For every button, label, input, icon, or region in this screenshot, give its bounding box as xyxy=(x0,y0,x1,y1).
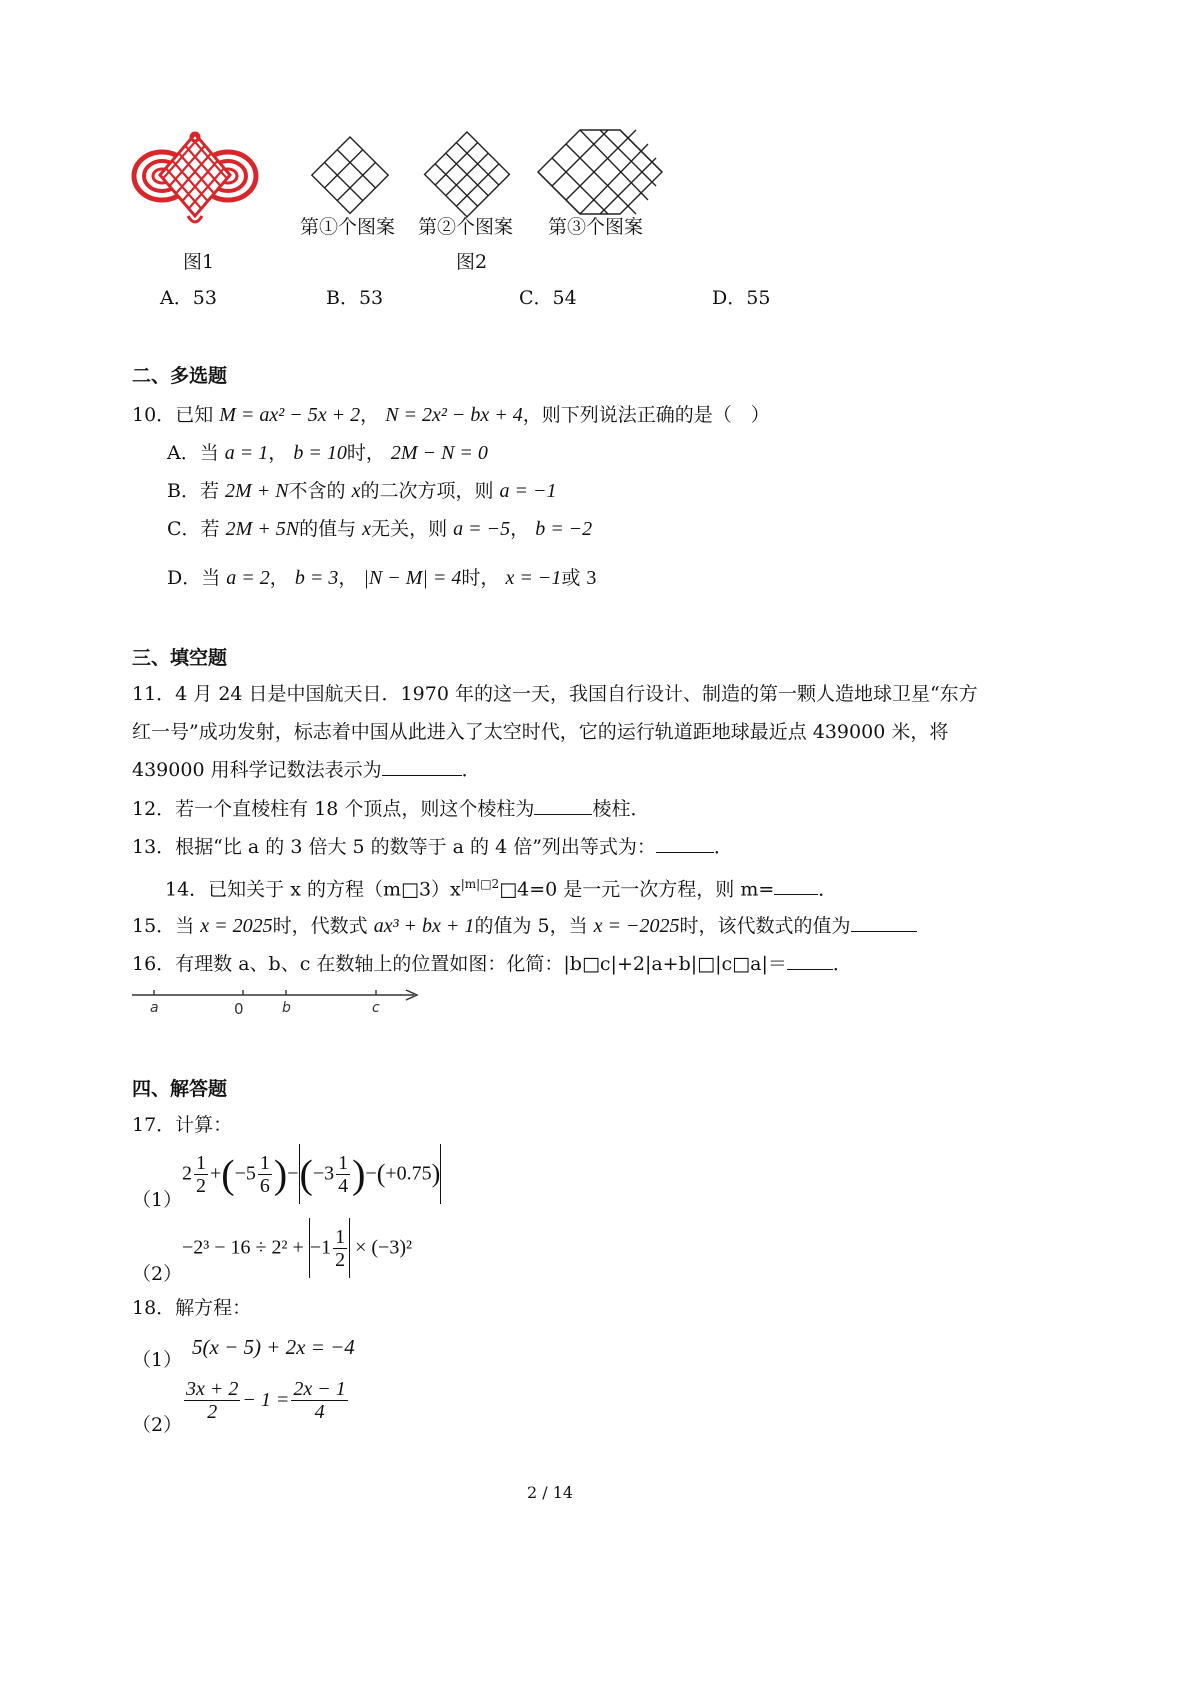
q17-title: 17．计算： xyxy=(132,1114,233,1136)
pattern-3-figure xyxy=(536,128,664,218)
q18-part2-label: （2） xyxy=(132,1414,183,1436)
axis-label-c: c xyxy=(372,1000,380,1016)
q18-title: 18．解方程： xyxy=(132,1297,252,1319)
figure1-caption: 图1 xyxy=(183,251,215,273)
axis-label-b: b xyxy=(282,1000,291,1016)
q13-answer-blank[interactable] xyxy=(656,852,714,853)
q11-answer-blank[interactable] xyxy=(382,775,462,776)
q11-line-1: 11．4 月 24 日是中国航天日．1970 年的这一天，我国自行设计、制造的第一颗人造地球卫星“东方 xyxy=(132,683,978,705)
q10-stem: 10．已知 M = ax² − 5x + 2， N = 2x² − bx + 4，则下列说法正确的是（ ） xyxy=(132,404,770,426)
q13-text: 13．根据“比 a 的 3 倍大 5 的数等于 a 的 4 倍”列出等式为： ． xyxy=(132,836,733,858)
q18-part1-expr: 5(x − 5) + 2x = −4 xyxy=(192,1335,355,1359)
q10-option-d: D．当 a = 2， b = 3， |N − M| = 4时， x = −1或 3 xyxy=(167,567,597,589)
section-3-heading: 三、填空题 xyxy=(132,647,228,669)
q17-part2-label: （2） xyxy=(132,1263,183,1285)
q10-M-expr: M = ax² − 5x + 2 xyxy=(219,404,361,426)
q9-option-d: D．55 xyxy=(712,287,771,309)
section-2-heading: 二、多选题 xyxy=(132,365,228,387)
q11-line-2: 红一号”成功发射，标志着中国从此进入了太空时代，它的运行轨道距地球最近点 439000 米，将 xyxy=(132,721,949,743)
q14-answer-blank[interactable] xyxy=(774,894,818,895)
q12-text: 12．若一个直棱柱有 18 个顶点，则这个棱柱为 棱柱． xyxy=(132,798,650,820)
axis-label-a: a xyxy=(150,1000,159,1016)
q16-answer-blank[interactable] xyxy=(787,969,833,970)
q18-part2-expr: $\frac{3x + 2}{2}$ − 1 = $\frac{2x - 1}{4}$ xyxy=(186,1378,346,1423)
q12-answer-blank[interactable] xyxy=(534,814,592,815)
q17-part1-label: （1） xyxy=(132,1189,183,1211)
q11-line-3: 439000 用科学记数法表示为 ． xyxy=(132,759,481,781)
q9-option-a: A．53 xyxy=(160,287,217,309)
axis-label-0: 0 xyxy=(234,1000,244,1018)
figure2-caption: 图2 xyxy=(456,251,488,273)
q10-N-expr: N = 2x² − bx + 4 xyxy=(385,404,523,426)
q10-option-c: C．若 2M + 5N的值与 x无关，则 a = −5， b = −2 xyxy=(167,518,593,540)
q15-text: 15．当 x = 2025时，代数式 ax³ + bx + 1的值为 5，当 x = −2025时，该代数式的值为 xyxy=(132,914,917,938)
chinese-knot-figure xyxy=(130,130,260,230)
q17-part1-expr: 2 $\frac{1}{2}$ +(−5 $\frac{1}{6}$ )−(−3 $\frac{1}{4}$ )−(+0.75) xyxy=(182,1144,441,1208)
q17-part2-expr: −2³ − 16 ÷ 2² + −1 $\frac{1}{2}$ × (−3)² xyxy=(182,1218,412,1282)
q14-text: 14．已知关于 x 的方程$(m□3)x^{|m|□2}□4=0$ 是一元一次方程，则 m= ． xyxy=(165,877,838,901)
q9-option-b: B．53 xyxy=(326,287,384,309)
q10-option-b: B．若 2M + N不含的 x的二次方项，则 a = −1 xyxy=(167,480,557,502)
q18-part1-label: （1） xyxy=(132,1349,183,1371)
q16-text: 16．有理数 a、b、c 在数轴上的位置如图：化简：|b□c|+2|a+b|□|c□a|＝ ． xyxy=(132,953,852,975)
section-4-heading: 四、解答题 xyxy=(132,1078,228,1100)
pattern-3-label: 第③个图案 xyxy=(548,216,644,238)
pattern-2-label: 第②个图案 xyxy=(418,216,514,238)
q10-option-a: A．当 a = 1， b = 10时， 2M − N = 0 xyxy=(167,442,488,464)
page-number: 2 / 14 xyxy=(527,1483,574,1502)
pattern-1-label: 第①个图案 xyxy=(300,216,396,238)
q16-number-line xyxy=(130,986,425,1022)
pattern-1-figure xyxy=(310,135,390,215)
q15-answer-blank[interactable] xyxy=(851,931,917,932)
q9-option-c: C．54 xyxy=(519,287,577,309)
pattern-2-figure xyxy=(415,130,520,220)
